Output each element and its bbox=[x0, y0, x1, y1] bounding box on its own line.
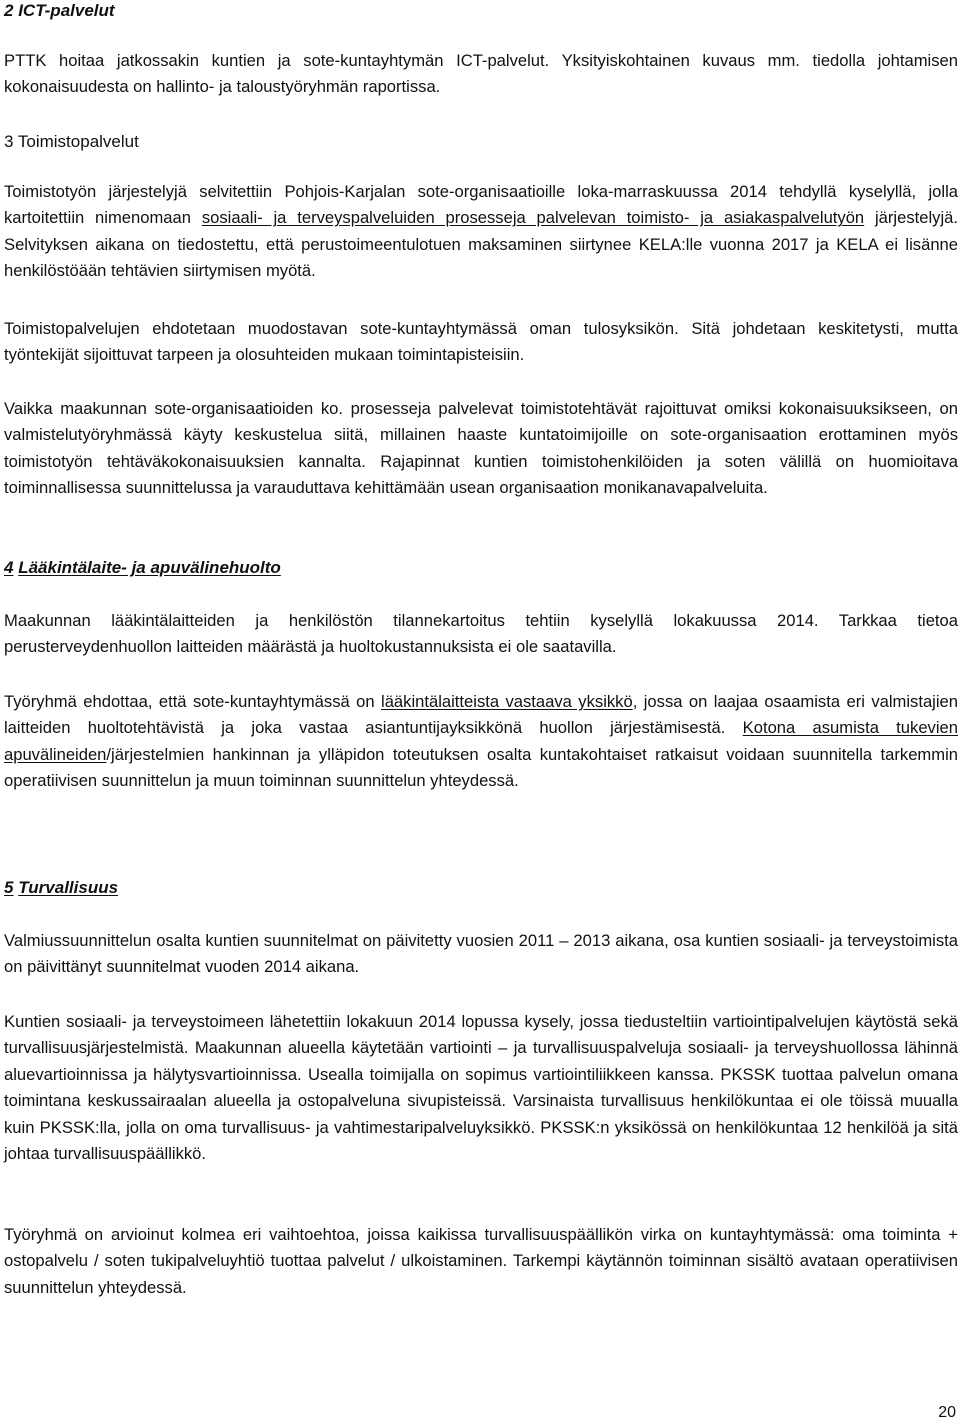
paragraph: PTTK hoitaa jatkossakin kuntien ja sote-kuntayhtymän ICT-palvelut. Yksityiskohtainen kuvaus mm. tiedolla johtamisen kokonaisuudesta on hallinto- ja taloustyöryhmän raportissa. bbox=[4, 51, 958, 97]
section-number: 4 bbox=[4, 558, 14, 577]
paragraph: Valmiussuunnittelun osalta kuntien suunnitelmat on päivitetty vuosien 2011 – 2013 aikana, osa kuntien sosiaali- ja terveystoimista on päivittänyt suunnitelmat vuoden 2014 aikana. bbox=[4, 931, 958, 977]
text-run: , jossa on laajaa osaamista eri valmistajien laitteiden huoltotehtävistä ja joka vastaa asiantuntijayksikkönä huollon järjestämisestä. bbox=[4, 692, 959, 738]
paragraph bbox=[4, 689, 958, 795]
underlined-phrase: Kotona asumista tukevien apuvälineiden bbox=[4, 718, 958, 764]
text-run: järjestelyjä. Selvityksen aikana on tiedostettu, että perustoimeentulotuen maksaminen siirtynee KELA:lle vuonna 2017 ja KELA ei lisänne henkilöstöään tehtävien siirtymisen myötä. bbox=[4, 208, 958, 281]
paragraph bbox=[4, 179, 958, 285]
section-title: Lääkintälaite- ja apuvälinehuolto bbox=[18, 558, 281, 577]
section-title: ICT-palvelut bbox=[18, 1, 115, 20]
paragraph: Työryhmä on arvioinut kolmea eri vaihtoehtoa, joissa kaikissa turvallisuuspäällikön virka on kuntayhtymässä: oma toiminta + ostopalvelu / soten tukipalveluyhtiö tuottaa palvelut / ulkoistaminen. Tarkempi käytännön toiminnan sisältö avataan operatiivisen suunnittelun yhteydessä. bbox=[4, 1225, 958, 1297]
section-heading-turvallisuus bbox=[4, 877, 118, 899]
section-title: Toimistopalvelut bbox=[17, 132, 139, 151]
section-title: Turvallisuus bbox=[18, 878, 119, 897]
underlined-phrase: sosiaali- ja terveyspalveluiden prosesseja palvelevan toimisto- ja asiakaspalvelutyön bbox=[201, 208, 865, 228]
section-number: 2 bbox=[4, 1, 14, 20]
paragraph: Toimistopalvelujen ehdotetaan muodostavan sote-kuntayhtymässä oman tulosyksikön. Sitä johdetaan keskitetysti, mutta työntekijät sijoittuvat tarpeen ja olosuhteiden mukaan toimintapisteisiin. bbox=[4, 319, 958, 365]
page-number: 20 bbox=[938, 1404, 956, 1421]
section-heading-toimisto bbox=[4, 131, 139, 153]
text-run: /järjestelmien hankinnan ja ylläpidon toteutuksen osalta kuntakohtaiset ratkaisut voidaan suunnitella tarkemmin operatiivisen suunnittelun ja muun toiminnan suunnittelun yhteydessä. bbox=[4, 744, 958, 791]
text-run: Työryhmä ehdottaa, että sote-kuntayhtymässä on bbox=[4, 692, 382, 711]
section-heading-laakinta bbox=[4, 557, 281, 579]
section-number: 3 bbox=[4, 132, 14, 151]
section-heading-ict bbox=[4, 0, 115, 22]
paragraph: Maakunnan lääkintälaitteiden ja henkilöstön tilannekartoitus tehtiin kyselyllä lokakuussa 2014. Tarkkaa tietoa perusterveydenhuollon laitteiden määrästä ja huoltokustannuksista ei ole saatavilla. bbox=[4, 611, 958, 657]
text-run: Toimistotyön järjestelyjä selvitettiin Pohjois-Karjalan sote-organisaatioille loka-marraskuussa 2014 tehdyllä kyselyllä, jolla kartoitettiin nimenomaan bbox=[4, 182, 958, 228]
underlined-phrase: lääkintälaitteista vastaava yksikkö bbox=[381, 692, 633, 711]
section-number: 5 bbox=[4, 878, 14, 897]
paragraph: Kuntien sosiaali- ja terveystoimeen lähetettiin lokakuun 2014 lopussa kysely, jossa tiedusteltiin vartiointipalvelujen käytöstä sekä turvallisuusjärjestelmistä. Maakunnan alueella käytetään vartiointi – ja turvallisuuspalveluja sosiaali- ja terveyshuollossa lähinnä aluevartioinnissa ja hälytysvartioinnissa. Usealla toimijalla on sopimus vartiointiliikkeen kanssa. PKSSK tuottaa palvelun omana toimintana keskussairaalan alueella ja ostopalveluna sivupisteissä. Varsinaista turvallisuus henkilökuntaa ei ole töissä muualla kuin PKSSK:lla, jolla on oma turvallisuus- ja vahtimestaripalveluyksikkö. PKSSK:n yksikössä on henkilökuntaa 12 henkilöä ja sitä johtaa turvallisuuspäällikkö. bbox=[4, 1012, 958, 1164]
paragraph: Vaikka maakunnan sote-organisaatioiden ko. prosesseja palvelevat toimistotehtävät rajoittuvat omiksi kokonaisuuksikseen, on valmistelutyöryhmässä käyty keskustelua siitä, millainen haaste kuntatoimijoille on sote-organisaation erottaminen myös toimistotyön tehtäväkokonaisuuksien kannalta. Rajapinnat kuntien toimistohenkilöiden ja soten välillä on huomioitava toiminnallisessa suunnittelussa ja varauduttava kehittämään usean organisaation monikanavapalveluita. bbox=[4, 399, 958, 498]
